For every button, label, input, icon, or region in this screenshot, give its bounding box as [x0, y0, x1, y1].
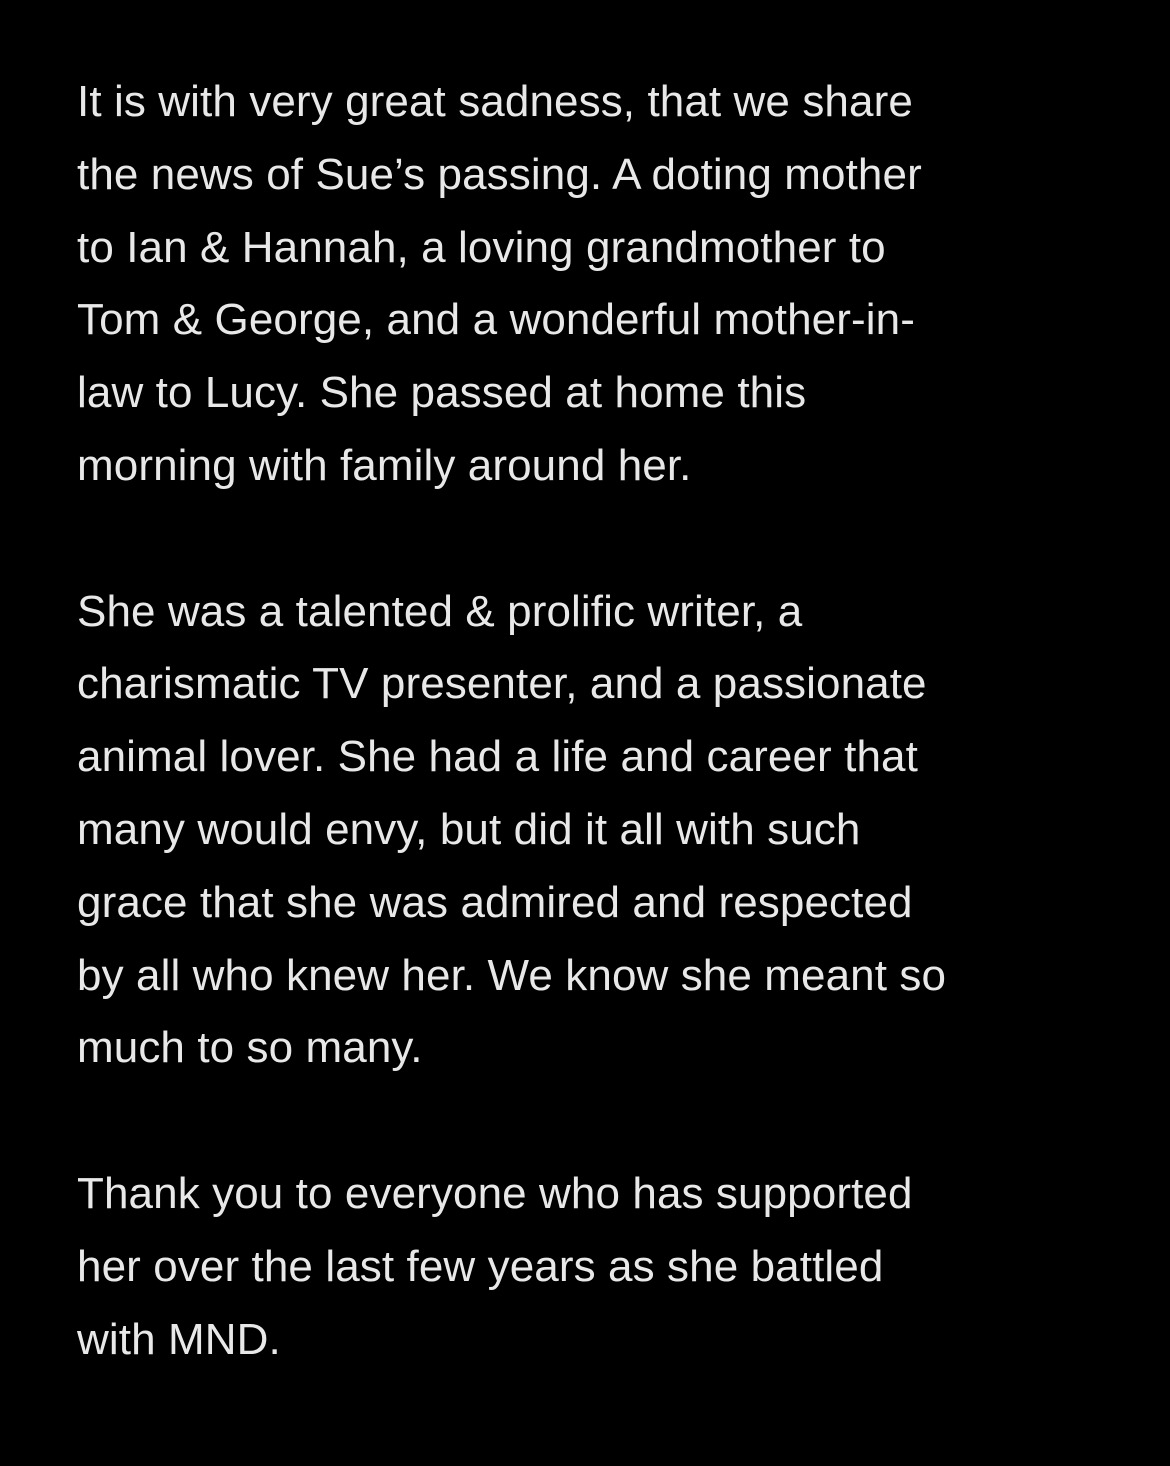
statement-text	[77, 66, 1137, 1376]
text-line: to Ian & Hannah, a loving grandmother to	[77, 222, 886, 272]
text-line: She was a talented & prolific writer, a	[77, 586, 803, 636]
text-line: Thank you to everyone who has supported	[77, 1168, 913, 1218]
text-line: by all who knew her. We know she meant so	[77, 950, 947, 1000]
text-line: Tom & George, and a wonderful mother-in-	[77, 295, 915, 345]
text-line: animal lover. She had a life and career that	[77, 732, 918, 782]
paragraph-thanks	[77, 1158, 1137, 1376]
text-line: morning with family around her.	[77, 440, 692, 490]
text-line: It is with very great sadness, that we share	[77, 77, 913, 126]
text-line: the news of Sue’s passing. A doting mother	[77, 149, 922, 199]
paragraph-announcement	[77, 66, 1137, 503]
paragraph-tribute	[77, 576, 1137, 1086]
text-line: grace that she was admired and respected	[77, 877, 913, 927]
text-line: much to so many.	[77, 1023, 423, 1073]
paragraph-spacer	[77, 1085, 1137, 1158]
text-line: many would envy, but did it all with such	[77, 804, 861, 854]
text-line: her over the last few years as she battled	[77, 1241, 884, 1291]
text-line: law to Lucy. She passed at home this	[77, 368, 807, 418]
text-line: with MND.	[77, 1314, 281, 1364]
text-line: charismatic TV presenter, and a passionate	[77, 659, 927, 709]
paragraph-spacer	[77, 503, 1137, 576]
